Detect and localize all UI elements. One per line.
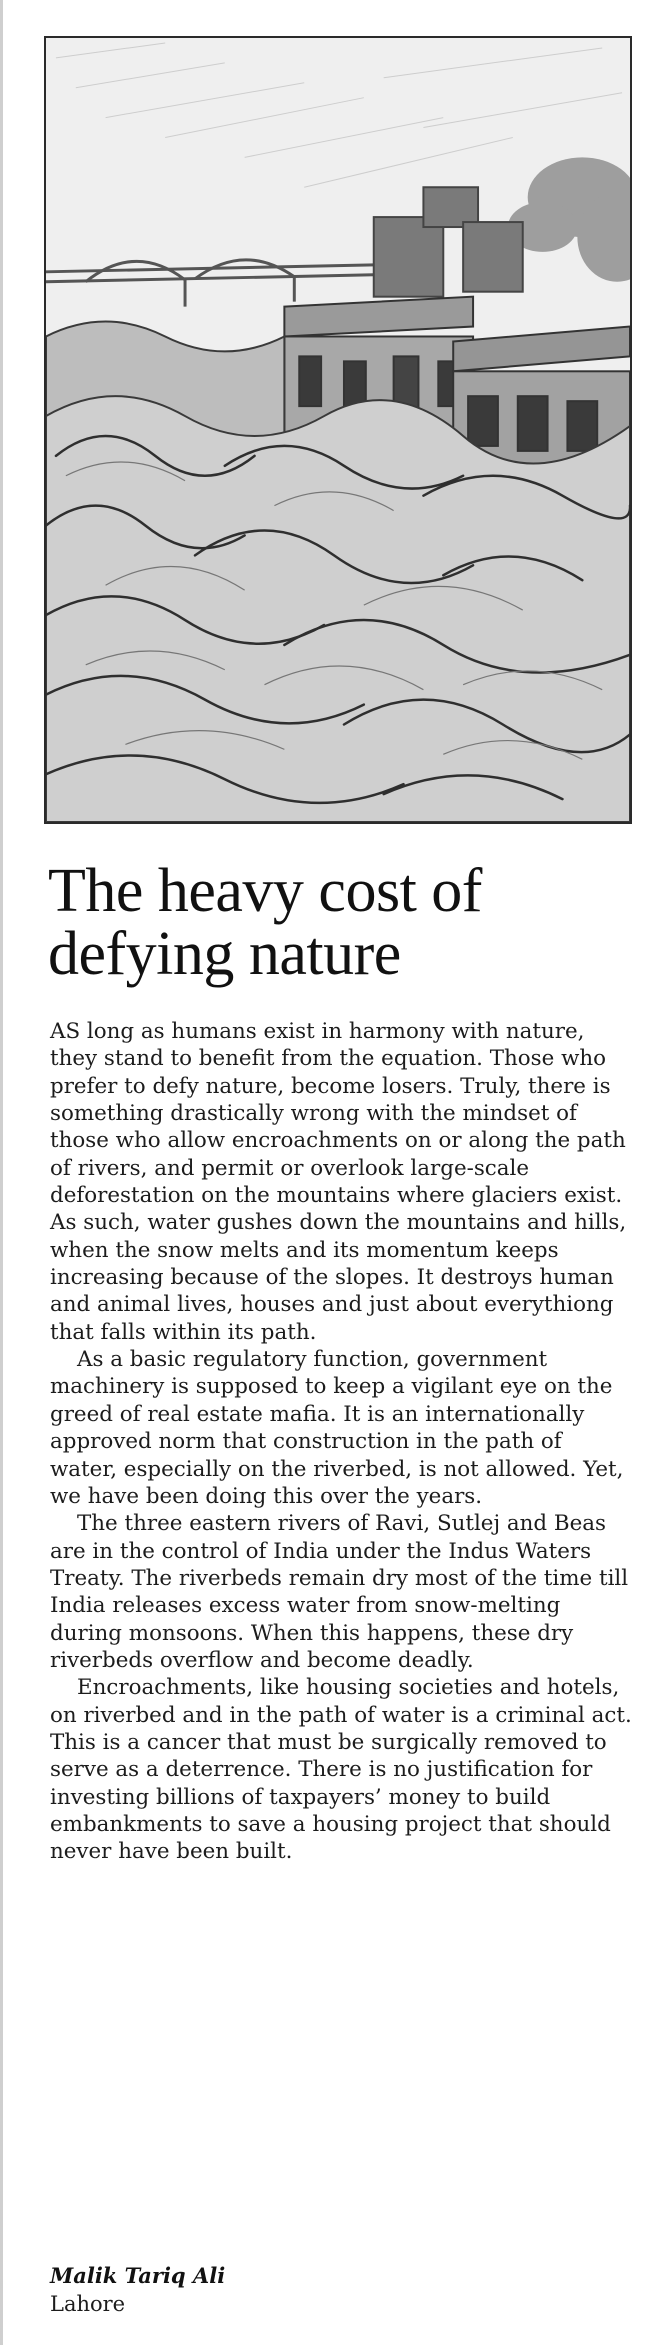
article-paragraph: The three eastern rivers of Ravi, Sutlej and Beas are in the control of India under the Indus Waters Treaty. The riverbeds remain dry most of the time till India releases excess water from snow-melting during monsoons. When this happens, these dry riverbeds overflow and become deadly. — [50, 1511, 629, 1673]
flood-illustration — [44, 36, 632, 824]
article-body — [50, 1018, 633, 1866]
column-divider — [0, 0, 3, 2345]
author-location: Lahore — [50, 2292, 126, 2316]
article-paragraph: Encroachments, like housing societies and hotels, on riverbed and in the path of water is a criminal act. This is a cancer that must be surgically removed to serve as a deterrence. There is no justification for investing billions of taxpayers’ money to build embankments to save a housing project that should never have been built. — [50, 1675, 632, 1865]
article-headline: The heavy cost of defying nature — [48, 857, 482, 988]
article-paragraph: As a basic regulatory function, government machinery is supposed to keep a vigilant eye on the greed of real estate mafia. It is an internationally approved norm that construction in the path of water, especially on the riverbed, is not allowed. Yet, we have been doing this over the years. — [50, 1347, 624, 1509]
flood-sketch-image — [46, 38, 630, 822]
byline — [50, 2262, 610, 2318]
author-name: Malik Tariq Ali — [50, 2263, 226, 2288]
article-paragraph: AS long as humans exist in harmony with nature, they stand to benefit from the equation. Those who prefer to defy nature, become losers. Truly, there is something drastically wrong with the mindset of those who allow encroachments on or along the path of rivers, and permit or overlook large-scale deforestation on the mountains where glaciers exist. As such, water gushes down the mountains and hills, when the snow melts and its momentum keeps increasing because of the slopes. It destroys human and animal lives, houses and just about everythiong that falls within its path. — [50, 1019, 627, 1345]
